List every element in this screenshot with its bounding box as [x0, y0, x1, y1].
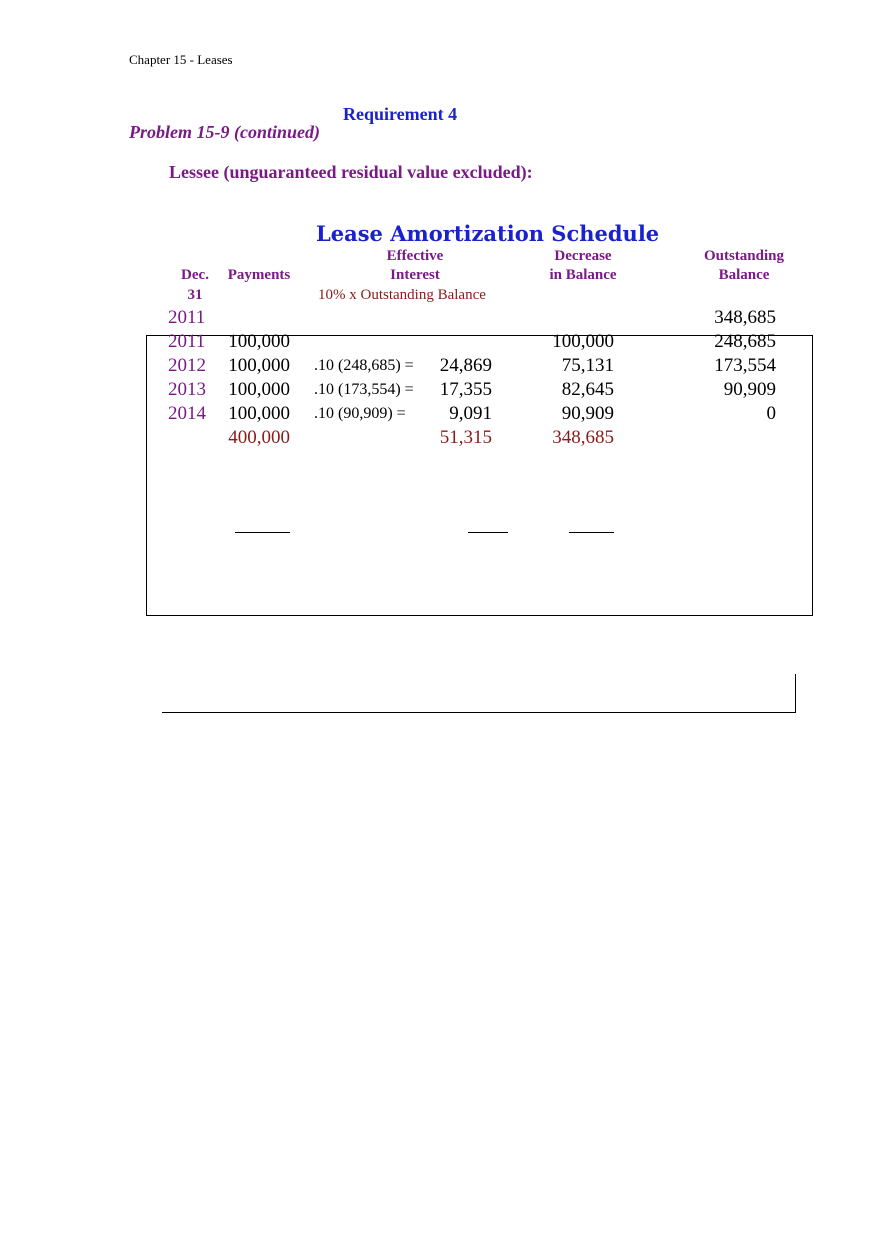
table-row — [0, 331, 880, 355]
header-interest: Interest — [390, 267, 440, 283]
row-balance: 348,685 — [714, 307, 776, 328]
header-outstanding: Outstanding — [703, 248, 785, 264]
schedule-title: Lease Amortization Schedule — [316, 221, 660, 246]
header-decrease: Decrease — [554, 248, 612, 264]
row-interest-calc: .10 (173,554) = — [314, 381, 414, 398]
row-year: 2011 — [168, 331, 206, 352]
header-payments: Payments — [227, 267, 291, 283]
row-payment: 100,000 — [228, 355, 290, 376]
decrease-total-underline — [569, 532, 614, 533]
row-decrease: 75,131 — [561, 355, 614, 376]
lower-box-right-rule — [795, 674, 796, 713]
row-payment: 100,000 — [228, 379, 290, 400]
total-interest: 51,315 — [439, 427, 492, 448]
lower-box-bottom-rule — [162, 712, 796, 713]
table-row — [0, 307, 880, 331]
row-decrease: 100,000 — [552, 331, 614, 352]
header-dec: Dec. — [181, 267, 209, 283]
table-row — [0, 355, 880, 379]
total-payments: 400,000 — [228, 427, 290, 448]
total-decrease: 348,685 — [552, 427, 614, 448]
header-balance: Balance — [718, 267, 770, 283]
header-effective: Effective — [386, 248, 444, 264]
row-interest: 17,355 — [439, 379, 492, 400]
row-interest: 9,091 — [449, 403, 492, 424]
row-year: 2013 — [168, 379, 206, 400]
table-row — [0, 379, 880, 403]
totals-row — [0, 427, 880, 451]
problem-heading: Problem 15-9 (continued) — [129, 122, 320, 142]
row-payment: 100,000 — [228, 331, 290, 352]
header-in-balance: in Balance — [549, 267, 617, 283]
payments-total-underline — [235, 532, 290, 533]
row-balance: 0 — [766, 403, 776, 424]
header-dec-31: 31 — [187, 287, 203, 303]
row-year: 2014 — [168, 403, 206, 424]
chapter-header: Chapter 15 - Leases — [129, 52, 233, 67]
row-interest-calc: .10 (90,909) = — [314, 405, 406, 422]
row-decrease: 82,645 — [561, 379, 614, 400]
row-interest: 24,869 — [439, 355, 492, 376]
lessee-subtitle: Lessee (unguaranteed residual value excluded): — [169, 162, 533, 182]
row-balance: 90,909 — [723, 379, 776, 400]
row-year: 2012 — [168, 355, 206, 376]
table-row — [0, 403, 880, 427]
row-decrease: 90,909 — [561, 403, 614, 424]
row-payment: 100,000 — [228, 403, 290, 424]
requirement-heading: Requirement 4 — [343, 104, 458, 124]
row-interest-calc: .10 (248,685) = — [314, 357, 414, 374]
interest-total-underline — [468, 532, 508, 533]
row-balance: 248,685 — [714, 331, 776, 352]
header-interest-formula: 10% x Outstanding Balance — [318, 287, 486, 303]
row-year: 2011 — [168, 307, 206, 328]
row-balance: 173,554 — [714, 355, 776, 376]
